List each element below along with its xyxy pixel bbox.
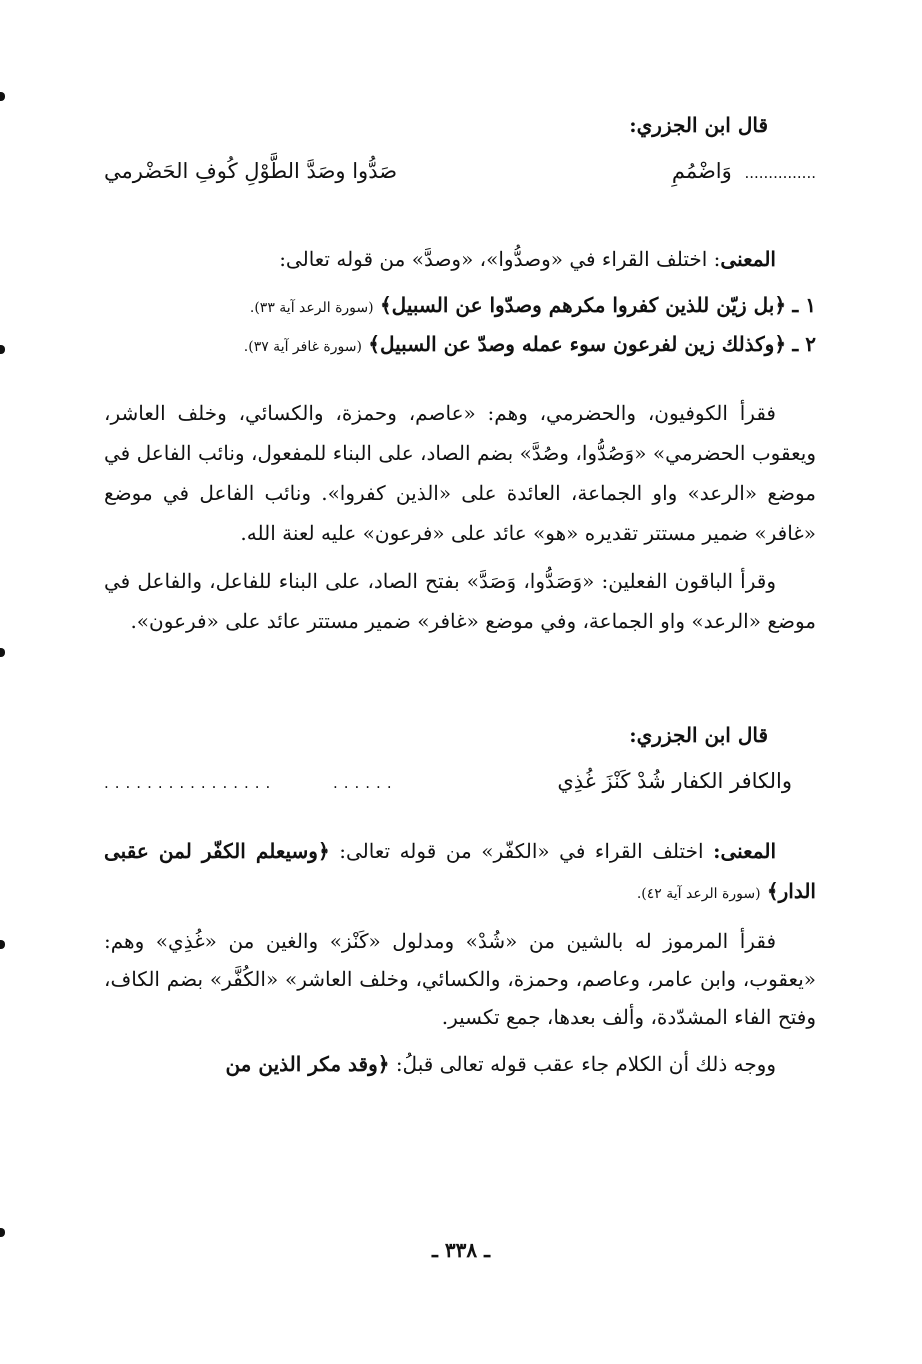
section2-meaning: [104, 831, 816, 914]
quran-verse: ﴿وكذلك زين لفرعون سوء عمله وصدّ عن السبيل﴾: [368, 332, 787, 356]
meaning-label: المعنى:: [713, 839, 777, 863]
scan-edge-mark: [0, 648, 5, 657]
scan-edge-mark: [0, 1228, 5, 1237]
scan-edge-mark: [0, 92, 5, 101]
section2-paragraph-1: فقرأ المرموز له بالشين من «شُدْ» ومدلول «كَنْز» والغين من «غُذِي» وهم: «يعقوب، وابن عامر، وعاصم، وحمزة، والكسائي، وخلف العاشر» «الكُفَّر» بضم الكاف، وفتح الفاء المشدّدة، وألف بعدها، جمع تكسير.: [104, 929, 816, 1029]
quran-verse: ﴿وقد مكر الذين من: [225, 1052, 390, 1076]
section1-meaning: [104, 239, 816, 279]
meaning-label: المعنى: [720, 247, 776, 271]
verse-dots: ............... وَاضْمُمِ: [671, 159, 816, 183]
section1-paragraph-1: فقرأ الكوفيون، والحضرمي، وهم: «عاصم، وحمزة، والكسائي، وخلف العاشر، ويعقوب الحضرمي» «وَصُدُّوا، وصُدَّ» بضم الصاد، على البناء للمفعول، ونائب الفاعل في موضع «الرعد» واو الجماعة، العائدة على «الذين كفروا». ونائب الفاعل في موضع «غافر» ضمير مستتر تقديره «هو» عائد على «فرعون» عليه لعنة الله.: [104, 401, 816, 545]
scan-edge-mark: [0, 940, 5, 949]
list-item-2: ٢ ـ ﴿وكذلك زين لفرعون سوء عمله وصدّ عن السبيل﴾ (سورة غافر آية ٣٧).: [243, 332, 816, 356]
verse-word: وَاضْمُمِ: [671, 159, 732, 183]
verse-hemistich: صَدُّوا وصَدَّ الطَّوْلِ كُوفِ الحَضْرمي: [104, 159, 398, 183]
section1-heading: قال ابن الجزري:: [629, 113, 768, 137]
section2-heading: قال ابن الجزري:: [629, 723, 768, 747]
verse-hemistich: والكافر الكفار شُدْ كَنْزَ غُذِي: [557, 769, 792, 793]
quran-verse: ﴿وسيعلم الكفّر لمن عقبى الدار﴾: [104, 839, 816, 903]
section2-paragraph-2: ووجه ذلك أن الكلام جاء عقب قوله تعالى قبلُ: ﴿وقد مكر الذين من: [225, 1052, 776, 1076]
verse-dots: ...... ................: [104, 774, 398, 792]
meaning-rest: : اختلف القراء في «وصدُّوا»، «وصدَّ» من قوله تعالى:: [279, 247, 721, 271]
meaning-text: اختلف القراء في «الكفّر» من قوله تعالى:: [339, 839, 704, 863]
list-item-1: ١ ـ ﴿بل زيّن للذين كفروا مكرهم وصدّوا عن السبيل﴾ (سورة الرعد آية ٣٣).: [249, 293, 816, 317]
verse-reference: (سورة الرعد آية ٣٣).: [249, 300, 374, 316]
scan-edge-mark: [0, 345, 5, 354]
section1-paragraph-2: وقرأ الباقون الفعلين: «وَصَدُّوا، وَصَدَّ» بفتح الصاد، على البناء للفاعل، والفاعل في موضع «الرعد» واو الجماعة، وفي موضع «غافر» ضمير مستتر عائد على «فرعون».: [104, 569, 816, 633]
verse-reference: (سورة الرعد آية ٤٢).: [636, 886, 761, 902]
section2-verse: [104, 761, 816, 803]
verse-reference: (سورة غافر آية ٣٧).: [243, 339, 362, 355]
section1-verse: [104, 151, 816, 193]
quran-verse: ﴿بل زيّن للذين كفروا مكرهم وصدّوا عن السبيل﴾: [379, 293, 787, 317]
page-number: ـ ٣٣٨ ـ: [432, 1238, 490, 1262]
page-body: [104, 105, 816, 1084]
